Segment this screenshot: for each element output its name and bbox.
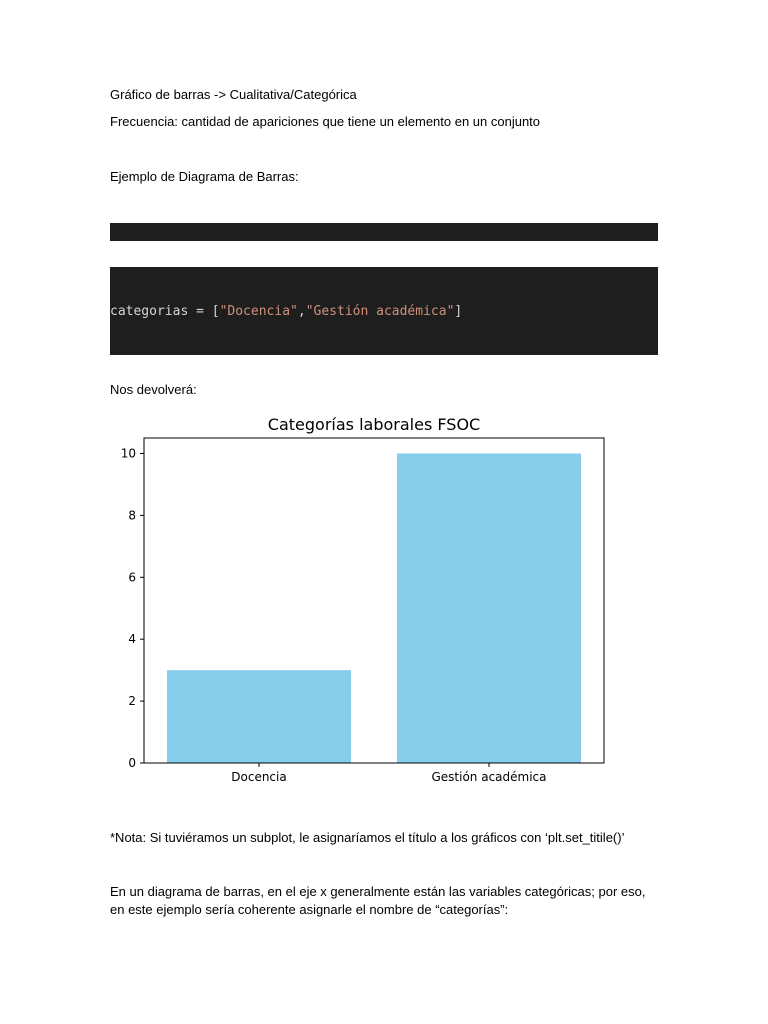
closing-paragraph: En un diagrama de barras, en el eje x generalmente están las variables categóricas; por eso, en este ejemplo sería coherente asignarle el nombre de “categorías”: — [110, 884, 646, 917]
code-string: "Docencia" — [219, 304, 298, 319]
bar-1 — [167, 670, 351, 763]
code-text: categorias = [ — [110, 304, 220, 319]
bar-chart — [104, 408, 624, 790]
note-line: *Nota: Si tuviéramos un subplot, le asignaríamos el título a los gráficos con ‘plt.set_titile()’ — [110, 830, 625, 845]
heading-line: Gráfico de barras -> Cualitativa/Categórica — [110, 87, 357, 102]
y-tick-label: 4 — [128, 632, 136, 647]
y-tick-label: 6 — [128, 570, 136, 585]
chart-title: Categorías laborales FSOC — [267, 415, 481, 434]
y-tick-label: 0 — [128, 756, 136, 770]
code-text: , — [297, 304, 306, 319]
code-text: ] — [454, 304, 463, 319]
y-tick-label: 2 — [128, 694, 136, 709]
x-tick-label: Docencia — [231, 770, 287, 784]
code-string: "Gestión académica" — [305, 304, 455, 319]
code-block-main — [110, 267, 658, 355]
returns-label: Nos devolverá: — [110, 382, 197, 397]
frequency-definition: Frecuencia: cantidad de apariciones que tiene un elemento en un conjunto — [110, 114, 541, 129]
y-tick-label: 8 — [128, 508, 136, 523]
example-label: Ejemplo de Diagrama de Barras: — [110, 169, 299, 184]
bar-2 — [397, 453, 581, 763]
bar-chart-svg — [104, 408, 624, 790]
y-tick-label: 10 — [120, 446, 136, 461]
code-block-import — [110, 223, 658, 241]
x-tick-label: Gestión académica — [431, 770, 547, 784]
code-line-categorias — [110, 303, 658, 321]
